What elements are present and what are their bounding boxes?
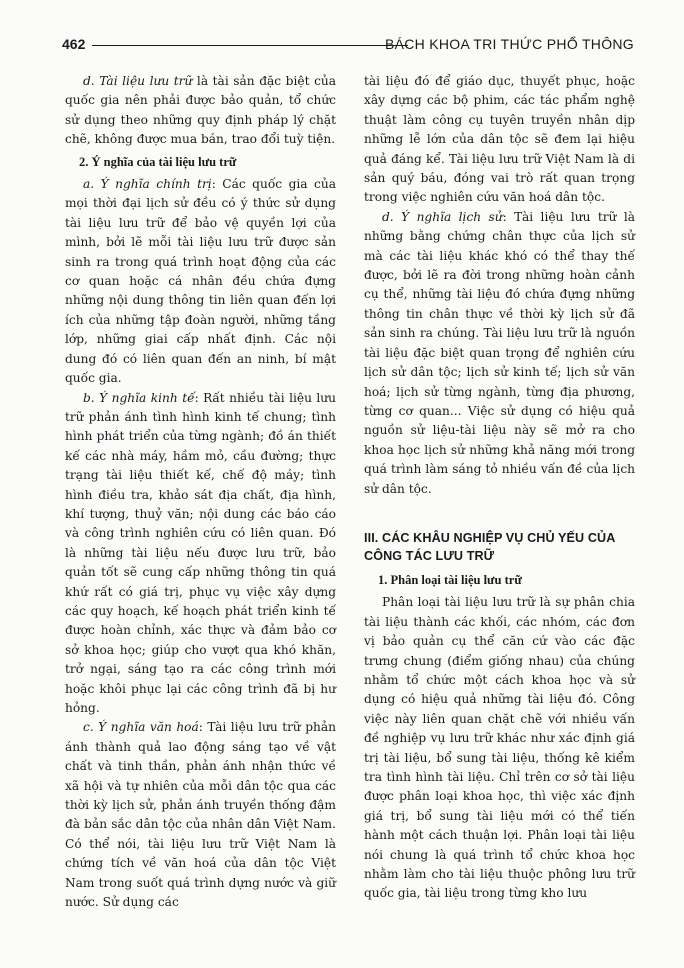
- paragraph-lead: c. Ý nghĩa văn hoá: [83, 720, 199, 735]
- page-header: [62, 34, 634, 58]
- paragraph-lead: d. Ý nghĩa lịch sử: [382, 209, 503, 224]
- page-number: 462: [62, 36, 86, 52]
- header-rule: [92, 45, 408, 46]
- heading-significance: 2. Ý nghĩa của tài liệu lưu trữ: [79, 154, 237, 169]
- heading-classification: 1. Phân loại tài liệu lưu trữ: [378, 572, 522, 587]
- section-heading-iii: III. CÁC KHÂU NGHIỆP VỤ CHỦ YẾU CỦA CÔNG TÁC LƯU TRỮ: [364, 530, 615, 563]
- paragraph-economic: [65, 389, 336, 719]
- paragraph-cultural: [65, 718, 336, 912]
- running-title: BÁCH KHOA TRI THỨC PHỔ THÔNG: [384, 36, 634, 52]
- paragraph-text: : Tài liệu lưu trữ là những bằng chứng chân thực của lịch sử mà các tài liệu khác khó có thể thay thế được, bởi lẽ ra đời trong những hoàn cảnh cụ thể, những tài liệu đó chứa đựng những thông tin chân thực về thời kỳ lịch sử đã sản sinh ra chúng. Tài liệu lưu trữ là nguồn tài liệu đặc biệt quan trọng để nghiên cứu lịch sử dân tộc; lịch sử kinh tế; lịch sử văn hoá; lịch sử từng ngành, từng địa phương, từng cơ quan... Việc sử dụng có hiệu quả nguồn sử liệu-tài liệu này sẽ mở ra cho khoa học lịch sử những khả năng mới trong quá trình làm sáng tỏ nhiều vấn đề của lịch sử dân tộc.: [364, 209, 635, 496]
- left-column: [65, 72, 336, 912]
- right-column: [364, 72, 635, 904]
- paragraph-political: [65, 175, 336, 388]
- paragraph-lead: d. Tài liệu lưu trữ: [83, 74, 193, 88]
- paragraph-lead: a. Ý nghĩa chính trị: [83, 177, 212, 192]
- paragraph-classification: Phân loại tài liệu lưu trữ là sự phân chia tài liệu thành các khối, các nhóm, các đơn vị bảo quản cụ thể căn cứ vào các đặc trưng chung (điểm giống nhau) của chúng nhằm tổ chức một cách khoa học và sử dụng có hiệu quả những tài liệu đó. Công việc này liên quan chặt chẽ với nhiều vấn đề nghiệp vụ lưu trữ khác như xác định giá trị tài liệu, bổ sung tài liệu, thống kê kiểm tra tình hình tài liệu. Chỉ trên cơ sở tài liệu được phân loại khoa học, thì việc xác định giá trị, bổ sung tài liệu mới có thể tiến hành một cách thuận lợi. Phân loại tài liệu nói chung là quá trình tổ chức khoa học nhằm làm cho tài liệu thuộc phông lưu trữ quốc gia, tài liệu trong từng kho lưu: [364, 595, 635, 901]
- paragraph-text: : Các quốc gia của mọi thời đại lịch sử đều có ý thức sử dụng tài liệu lưu trữ để bảo vệ quyền lợi của mình, bởi lẽ mỗi tài liệu lưu trữ được sản sinh ra trong quá trình hoạt động của các cơ quan hoặc cá nhân đều chứa đựng những nội dung thông tin liên quan đến lợi ích của những tập đoàn người, những tầng lớp, những giai cấp nhất định. Các nội dung đó có liên quan đến an ninh, bí mật quốc gia.: [65, 177, 336, 386]
- paragraph-lead: b. Ý nghĩa kinh tế: [83, 390, 195, 405]
- paragraph-text: là tài sản đặc biệt của quốc gia nên phải được bảo quản, tổ chức sử dụng theo những quy định pháp lý chặt chẽ, không được mua bán, trao đổi tuỳ tiện.: [65, 74, 337, 147]
- paragraph-text: : Tài liệu lưu trữ phản ánh thành quả lao động sáng tạo về vật chất và tinh thần, phản ánh nhận thức về xã hội và tự nhiên của mỗi dân tộc qua các thời kỳ lịch sử, phản ánh truyền thống đậm đà bản sắc dân tộc của nhân dân Việt Nam. Có thể nói, tài liệu lưu trữ Việt Nam là chứng tích về văn hoá của dân tộc Việt Nam trong suốt quá trình dựng nước và giữ nước. Sử dụng các: [65, 720, 337, 910]
- paragraph-archive-property: [65, 72, 336, 150]
- paragraph-historical: [364, 208, 635, 499]
- paragraph-text: : Rất nhiều tài liệu lưu trữ phản ánh tình hình kinh tế chung; tình hình phát triển của từng ngành; đồ án thiết kế các nhà máy, hầm mỏ, cầu đường; thực trạng tài liệu thiết kế, chế độ máy; tình hình điều tra, khảo sát địa chất, địa hình, khí tượng, thuỷ văn; nội dung các báo cáo và công trình nghiên cứu có liên quan. Đó là những tài liệu nếu được lưu trữ, bảo quản tốt sẽ cung cấp những thông tin quá khứ rất có giá trị, phục vụ việc xây dựng các quy hoạch, kế hoạch phát triển kinh tế được hoàn chỉnh, xác thực và đảm bảo cơ sở khoa học; giúp cho vượt qua khó khăn, trở ngại, sáng tạo ra các công trình mới hoặc khôi phục lại các công trình đã bị hư hỏng.: [65, 390, 336, 715]
- paragraph-cultural-continued: tài liệu đó để giáo dục, thuyết phục, hoặc xây dựng các bộ phim, các tác phẩm nghệ thuật làm công cụ tuyên truyền nhân dịp những lễ lớn của dân tộc sẽ đem lại hiệu quả đáng kể. Tài liệu lưu trữ Việt Nam là di sản quý báu, đóng vai trò rất quan trọng trong việc nghiên cứu văn hoá dân tộc.: [364, 74, 635, 205]
